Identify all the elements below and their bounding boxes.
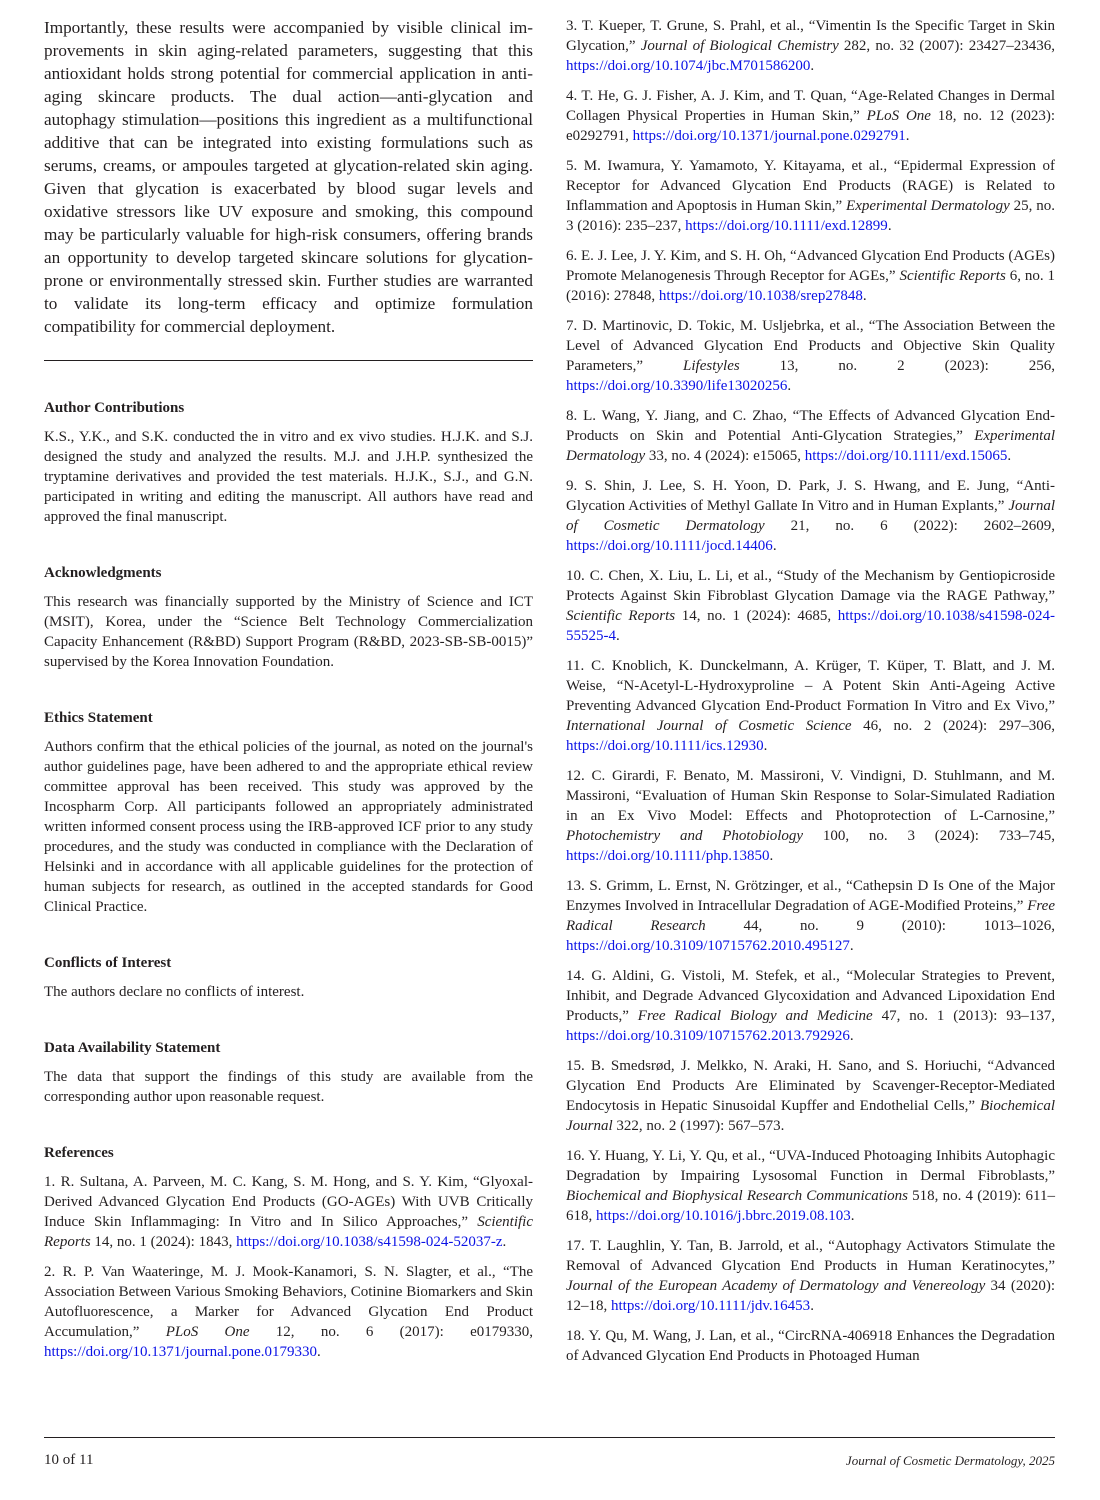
reference-citation: 6. E. J. Lee, J. Y. Kim, and S. H. Oh, “Advanced Glycation End Products (AGEs) Promote Melanogenesis Through Receptor for AGEs,” <box>566 248 1055 284</box>
reference-volume: 34 (2020): 12–18, <box>566 1278 1055 1314</box>
reference-end: . <box>849 1028 854 1044</box>
left-column <box>44 16 533 1372</box>
reference-citation: 17. T. Laughlin, Y. Tan, B. Jarrold, et al., “Autophagy Activators Stimulate the Removal of Advanced Glycation End Products in Human Keratinocytes,” <box>566 1238 1055 1274</box>
reference-end: . <box>887 218 892 234</box>
section-heading: Conflicts of Interest <box>44 955 172 971</box>
reference-journal: Journal of Cosmetic Dermatology <box>566 498 1055 534</box>
reference-journal: Lifestyles <box>683 358 740 374</box>
section-divider <box>44 360 533 361</box>
reference-volume: 518, no. 4 (2019): 611–618, <box>566 1188 1055 1224</box>
section-heading: Author Contributions <box>44 400 185 416</box>
reference-item <box>566 766 1055 866</box>
body-paragraph: Importantly, these results were accompanied by visible clinical improvements in skin aging-related parameters, suggesting that this antioxidant holds strong potential for commercial application in anti-aging skincare products. The dual action—anti-glycation and autophagy stimulation—positions this ingredient as a multifunctional additive that can be integrated into existing formulations such as serums, creams, or ampoules targeted at glycation-related skin aging. Given that glycation is exacerbated by blood sugar levels and oxidative stressors like UV exposure and smoking, this compound may be particularly valuable for high-risk consumers, offering brands an opportunity to develop targeted skincare solutions for glycation-prone or environmentally stressed skin. Further studies are warranted to validate its long-term efficacy and optimize formulation compatibility for commercial deployment. <box>44 18 533 336</box>
doi-link[interactable]: https://doi.org/10.3109/10715762.2010.495127 <box>566 938 850 954</box>
reference-citation: 14. G. Aldini, G. Vistoli, M. Stefek, et al., “Molecular Strategies to Prevent, Inhibit, and Degrade Advanced Glycoxidation and Advanced Lipoxidation End Products,” <box>566 968 1055 1024</box>
references-heading: References <box>44 1145 114 1161</box>
reference-volume: 14, no. 1 (2024): 4685, <box>675 608 838 624</box>
reference-citation: 16. Y. Huang, Y. Li, Y. Qu, et al., “UVA-Induced Photoaging Inhibits Autophagic Degradation by Impairing Lysosomal Function in Dermal Fibroblasts,” <box>566 1148 1055 1184</box>
reference-journal: International Journal of Cosmetic Science <box>566 718 852 734</box>
reference-volume: 100, no. 3 (2024): 733–745, <box>803 828 1055 844</box>
reference-item <box>44 1172 533 1252</box>
reference-item <box>566 16 1055 76</box>
reference-citation: 12. C. Girardi, F. Benato, M. Massironi, V. Vindigni, D. Stuhlmann, and M. Massironi, “Evaluation of Human Skin Response to Solar-Simulated Radiation in an Ex Vivo Model: Effects and Photoprotection of L-Carnosine,” <box>566 768 1055 824</box>
reference-citation: 10. C. Chen, X. Liu, L. Li, et al., “Study of the Mechanism by Gentiopicroside Protects Against Skin Fibroblast Glycation Damage via the RAGE Pathway,” <box>566 568 1055 604</box>
reference-journal: Journal of the European Academy of Dermatology and Venereology <box>566 1278 986 1294</box>
doi-link[interactable]: https://doi.org/10.1016/j.bbrc.2019.08.103 <box>596 1208 851 1224</box>
reference-citation: 18. Y. Qu, M. Wang, J. Lan, et al., “CircRNA-406918 Enhances the Degradation of Advanced Glycation End Products in Photoaged Human <box>566 1328 1055 1364</box>
section-heading: Data Availability Statement <box>44 1040 221 1056</box>
reference-volume: 12, no. 6 (2017): e0179330, <box>249 1324 534 1340</box>
reference-citation: 3. T. Kueper, T. Grune, S. Prahl, et al., “Vimentin Is the Specific Target in Skin Glycation,” <box>566 18 1055 54</box>
reference-end: . <box>787 378 792 394</box>
reference-citation: 11. C. Knoblich, K. Dunckelmann, A. Krüger, T. Küper, T. Blatt, and J. M. Weise, “N-Acetyl-L-Hydroxyproline – A Potent Skin Anti-Ageing Active Preventing Advanced Glycation End-Product Formation In Vitro and Ex Vivo,” <box>566 658 1055 714</box>
section-text: Authors confirm that the ethical policies of the journal, as noted on the journal's author guidelines page, have been adhered to and the appropriate ethical review committee approval has been received. This study was approved by the Incospharm Corp. All participants followed an appropriately administrated written informed consent process using the IRB-approved ICF prior to any study procedures, and the study was conducted in compliance with the Declaration of Helsinki and in accordance with all applicable guidelines for the protection of human subjects for research, as outlined in the accepted standards for Good Clinical Practice. <box>44 739 533 915</box>
section-heading: Acknowledgments <box>44 565 162 581</box>
section-text: This research was financially supported by the Ministry of Science and ICT (MSIT), Korea, under the “Science Belt Technology Commercialization Capacity Enhancement (R&BD) Support Program (R&BD, 2023-SB-SB-0015)” supervised by the Korea Innovation Foundation. <box>44 594 533 670</box>
reference-journal: PLoS One <box>165 1324 250 1340</box>
reference-item <box>566 1236 1055 1316</box>
reference-journal: Photochemistry and Photobiology <box>566 828 804 844</box>
reference-volume: 25, no. 3 (2016): 235–237, <box>566 198 1056 234</box>
reference-end: . <box>616 628 620 644</box>
reference-end: . <box>849 938 854 954</box>
reference-volume: 13, no. 2 (2023): 256, <box>739 358 1055 374</box>
section-text: The data that support the findings of this study are available from the corresponding author upon reasonable request. <box>44 1069 533 1105</box>
reference-end: . <box>772 538 777 554</box>
reference-citation: 13. S. Grimm, L. Ernst, N. Grötzinger, et al., “Cathepsin D Is One of the Major Enzymes Involved in Intracellular Degradation of AGE-Modified Proteins,” <box>566 878 1055 914</box>
reference-citation: 5. M. Iwamura, Y. Yamamoto, Y. Kitayama, et al., “Epidermal Expression of Receptor for Advanced Glycation End Products (RAGE) is Related to Inflammation and Apoptosis in Human Skin,” <box>566 158 1055 214</box>
reference-journal: Biochemical and Biophysical Research Communications <box>566 1188 908 1204</box>
reference-volume: 47, no. 1 (2013): 93–137, <box>872 1008 1055 1024</box>
data-availability-section <box>44 1038 533 1107</box>
reference-journal: Scientific Reports <box>899 268 1006 284</box>
reference-item <box>566 1056 1055 1136</box>
reference-citation: 8. L. Wang, Y. Jiang, and C. Zhao, “The Effects of Advanced Glycation End-Products on Skin and Potential Anti-Glycation Strategies,” <box>566 408 1055 444</box>
reference-item <box>566 876 1055 956</box>
reference-volume: 282, no. 32 (2007): 23427–23436, <box>838 38 1055 54</box>
reference-citation: 9. S. Shin, J. Lee, S. H. Yoon, D. Park, J. S. Hwang, and E. Jung, “Anti-Glycation Activities of Methyl Gallate In Vitro and in Human Explants,” <box>566 478 1055 514</box>
reference-list-left <box>44 1172 533 1362</box>
ethics-statement-section <box>44 708 533 917</box>
doi-link[interactable]: https://doi.org/10.1038/s41598-024-52037-z <box>236 1234 503 1250</box>
reference-citation: 1. R. Sultana, A. Parveen, M. C. Kang, S. M. Hong, and S. Y. Kim, “Glyoxal-Derived Advanced Glycation End Products (GO-AGEs) With UVB Critically Induce Skin Inflammaging: In Vitro and In Silico Approaches,” <box>44 1174 533 1230</box>
acknowledgments-section <box>44 563 533 672</box>
reference-end: . <box>862 288 867 304</box>
reference-item <box>566 316 1055 396</box>
doi-link[interactable]: https://doi.org/10.1111/ics.12930 <box>566 738 764 754</box>
doi-link[interactable]: https://doi.org/10.1371/journal.pone.0292791 <box>632 128 906 144</box>
reference-citation: 15. B. Smedsrød, J. Melkko, N. Araki, H. Sano, and S. Horiuchi, “Advanced Glycation End Products Are Eliminated by Scavenger-Receptor-Mediated Endocytosis in Hepatic Sinusoidal Kupffer and Endothelial Cells,” <box>566 1058 1055 1114</box>
reference-volume: 44, no. 9 (2010): 1013–1026, <box>705 918 1055 934</box>
reference-journal: Free Radical Biology and Medicine <box>637 1008 873 1024</box>
footer-divider <box>44 1437 1055 1438</box>
section-text: K.S., Y.K., and S.K. conducted the in vitro and ex vivo studies. H.J.K. and S.J. designed the study and analyzed the results. M.J. and J.H.P. synthesized the tryptamine derivatives and provided the test materials. H.J.K., S.J., and G.N. participated in writing and editing the manuscript. All authors have read and approved the final manuscript. <box>44 429 533 525</box>
reference-citation: 4. T. He, G. J. Fisher, A. J. Kim, and T. Quan, “Age-Related Changes in Dermal Collagen Physical Properties in Human Skin,” <box>566 88 1055 124</box>
reference-item <box>566 86 1055 146</box>
reference-volume: 14, no. 1 (2024): 1843, <box>90 1234 237 1250</box>
reference-volume: 33, no. 4 (2024): e15065, <box>645 448 805 464</box>
references-section <box>44 1143 533 1362</box>
reference-volume: 6, no. 1 (2016): 27848, <box>566 268 1055 304</box>
doi-link[interactable]: https://doi.org/10.1038/s41598-024-55525-4 <box>566 608 1055 644</box>
doi-link[interactable]: https://doi.org/10.1111/jocd.14406 <box>566 538 773 554</box>
doi-link[interactable]: https://doi.org/10.1074/jbc.M701586200 <box>566 58 811 74</box>
reference-journal: Scientific Reports <box>44 1214 533 1250</box>
journal-footer: Journal of Cosmetic Dermatology, 2025 <box>845 1453 1055 1468</box>
reference-journal: PLoS One <box>866 108 931 124</box>
reference-citation: 2. R. P. Van Waateringe, M. J. Mook-Kanamori, S. N. Slagter, et al., “The Association Between Various Smoking Behaviors, Cotinine Biomarkers and Skin Autofluorescence, a Marker for Advanced Glycation End Product Accumulation,” <box>44 1264 533 1340</box>
reference-item <box>566 966 1055 1046</box>
reference-end: . <box>905 128 910 144</box>
doi-link[interactable]: https://doi.org/10.3390/life13020256 <box>566 378 788 394</box>
reference-end: . <box>763 738 768 754</box>
reference-item <box>566 406 1055 466</box>
reference-end: . <box>810 1298 814 1314</box>
section-heading: Ethics Statement <box>44 710 153 726</box>
reference-journal: Journal of Biological Chemistry <box>640 38 839 54</box>
author-contributions-section <box>44 398 533 527</box>
reference-item <box>566 156 1055 236</box>
reference-item <box>566 566 1055 646</box>
reference-end: . <box>317 1344 321 1360</box>
doi-link[interactable]: https://doi.org/10.1111/exd.12899 <box>685 218 888 234</box>
reference-journal: Free Radical Research <box>566 898 1055 934</box>
reference-volume: 46, no. 2 (2024): 297–306, <box>851 718 1055 734</box>
reference-journal: Scientific Reports <box>566 608 676 624</box>
conflicts-of-interest-section <box>44 953 533 1002</box>
reference-journal: Biochemical Journal <box>566 1098 1055 1134</box>
page-number: 10 of 11 <box>44 1452 94 1468</box>
reference-volume: 21, no. 6 (2022): 2602–2609, <box>764 518 1055 534</box>
doi-link[interactable]: https://doi.org/10.1111/exd.15065 <box>804 448 1008 464</box>
reference-item <box>566 1146 1055 1226</box>
reference-item <box>566 476 1055 556</box>
reference-volume: 322, no. 2 (1997): 567–573. <box>612 1118 785 1134</box>
reference-citation: 7. D. Martinovic, D. Tokic, M. Usljebrka, et al., “The Association Between the Level of Advanced Glycation End Products and Objective Skin Quality Parameters,” <box>566 318 1055 374</box>
reference-journal: Experimental Dermatology <box>566 428 1055 464</box>
doi-link[interactable]: https://doi.org/10.1371/journal.pone.0179330 <box>44 1344 318 1360</box>
reference-item <box>566 1326 1055 1366</box>
reference-item <box>566 656 1055 756</box>
reference-item <box>44 1262 533 1362</box>
reference-list-right <box>566 16 1055 1376</box>
doi-link[interactable]: https://doi.org/10.1111/php.13850 <box>566 848 770 864</box>
doi-link[interactable]: https://doi.org/10.3109/10715762.2013.792926 <box>566 1028 850 1044</box>
reference-item <box>566 246 1055 306</box>
doi-link[interactable]: https://doi.org/10.1038/srep27848 <box>658 288 863 304</box>
reference-end: . <box>1007 448 1012 464</box>
reference-end: . <box>810 58 815 74</box>
reference-volume: 18, no. 12 (2023): e0292791, <box>566 108 1055 144</box>
reference-journal: Experimental Dermatology <box>846 198 1010 214</box>
reference-end: . <box>850 1208 855 1224</box>
doi-link[interactable]: https://doi.org/10.1111/jdv.16453 <box>611 1298 811 1314</box>
section-text: The authors declare no conflicts of interest. <box>44 984 305 1000</box>
reference-end: . <box>502 1234 507 1250</box>
reference-end: . <box>769 848 774 864</box>
